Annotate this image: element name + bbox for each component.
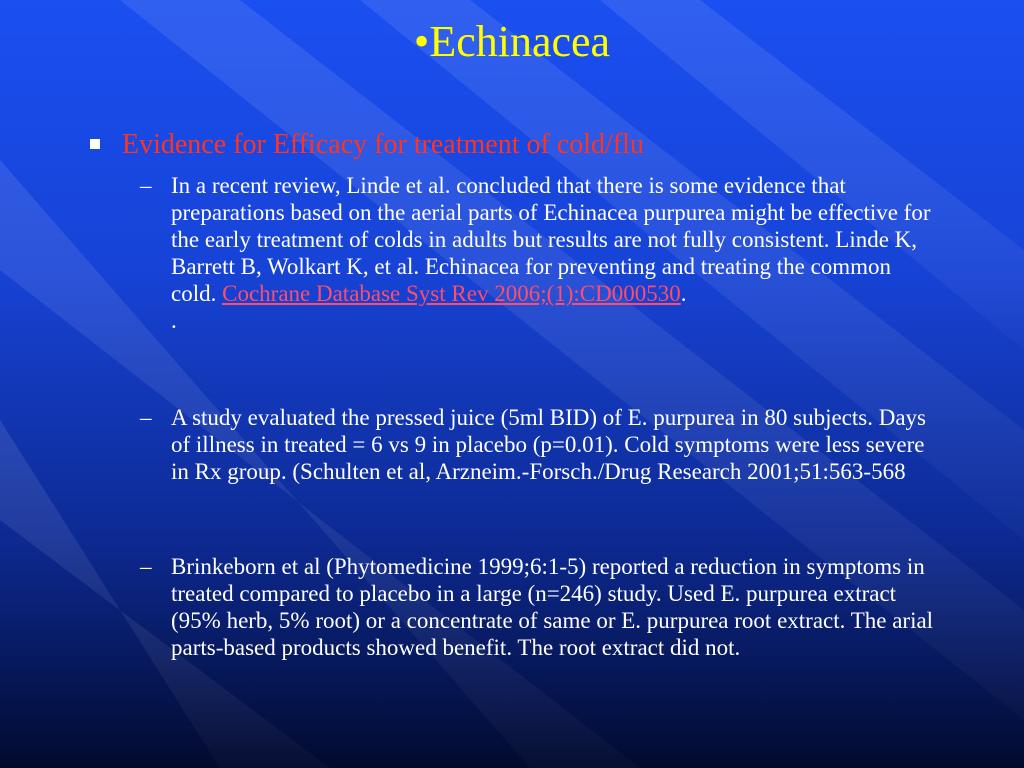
sub-point-brinkeborn-study	[140, 553, 940, 661]
main-bullet	[90, 128, 970, 162]
brinkeborn-study-text: Brinkeborn et al (Phytomedicine 1999;6:1-5) reported a reduction in symptoms in treated compared to placebo in a large (n=246) study. Used E. purpurea extract (95% herb, 5% root) or a concentrate of same or E. purpurea root extract. The arial parts-based products showed benefit. The root extract did not.	[171, 554, 934, 660]
dash-bullet-icon: –	[140, 405, 152, 430]
schulten-study-text: A study evaluated the pressed juice (5ml BID) of E. purpurea in 80 subjects. Days of illness in treated = 6 vs 9 in placebo (p=0.01). Cold symptoms were less severe in Rx group. (Schulten et al, Arzneim.-Forsch./Drug Research 2001;51:563-568	[171, 405, 926, 484]
slide-title: •Echinacea	[413, 17, 611, 66]
sub-point-schulten-study	[140, 404, 940, 485]
main-bullet-heading: Evidence for Efficacy for treatment of cold/flu	[122, 129, 644, 160]
cochrane-citation-link[interactable]: Cochrane Database Syst Rev 2006;(1):CD000530	[222, 281, 681, 306]
citation-period: .	[680, 281, 687, 306]
sub-point-text	[171, 172, 940, 334]
dash-bullet-icon: –	[140, 554, 152, 579]
sub-point-linde-review	[140, 172, 940, 334]
dash-bullet-icon: –	[140, 173, 152, 198]
square-bullet-icon	[90, 139, 100, 149]
linde-review-text: In a recent review, Linde et al. concluded that there is some evidence that preparations based on the aerial parts of Echinacea purpurea might be effective for the early treatment of colds in adults but results are not fully consistent. Linde K, Barrett B, Wolkart K, et al. Echinacea for preventing and treating the common cold.	[171, 173, 931, 306]
trailing-period: .	[171, 308, 177, 333]
